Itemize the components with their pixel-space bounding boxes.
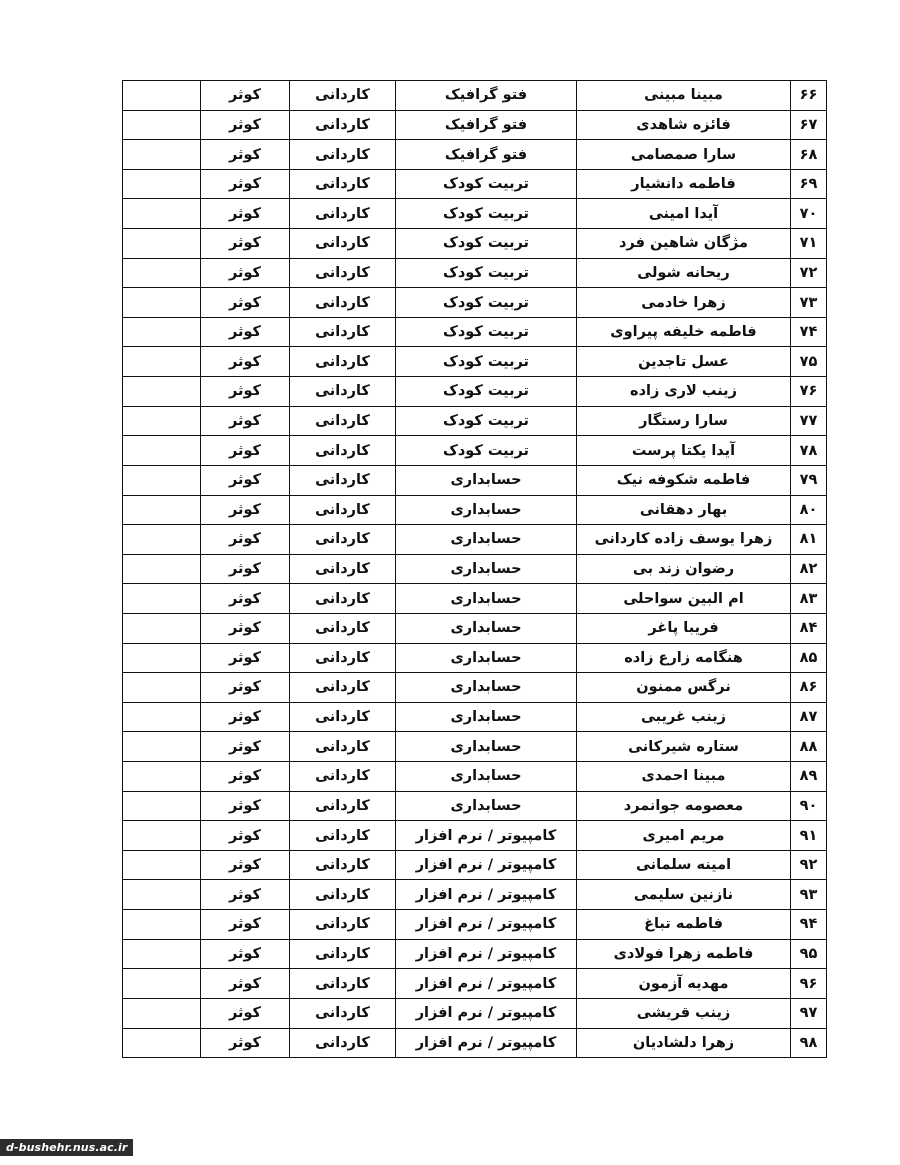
table-row [123, 732, 827, 762]
degree-cell: کاردانی [290, 317, 396, 347]
row-number-cell: ۸۳ [791, 584, 827, 614]
campus-cell: کوثر [201, 140, 290, 170]
student-name-cell: ستاره شیرکانی [577, 732, 791, 762]
empty-cell [123, 643, 201, 673]
table-row [123, 140, 827, 170]
student-name-cell: فاطمه شکوفه نیک [577, 465, 791, 495]
field-of-study-cell: حسابداری [396, 465, 577, 495]
student-name-cell: معصومه جوانمرد [577, 791, 791, 821]
field-of-study-cell: تربیت کودک [396, 258, 577, 288]
table-row [123, 229, 827, 259]
table-row [123, 584, 827, 614]
empty-cell [123, 229, 201, 259]
student-name-cell: سارا رستگار [577, 406, 791, 436]
empty-cell [123, 1028, 201, 1058]
student-name-cell: فریبا پاغر [577, 613, 791, 643]
table-row [123, 81, 827, 111]
row-number-cell: ۶۹ [791, 169, 827, 199]
degree-cell: کاردانی [290, 850, 396, 880]
campus-cell: کوثر [201, 762, 290, 792]
empty-cell [123, 81, 201, 111]
field-of-study-cell: تربیت کودک [396, 406, 577, 436]
field-of-study-cell: حسابداری [396, 673, 577, 703]
empty-cell [123, 288, 201, 318]
campus-cell: کوثر [201, 288, 290, 318]
field-of-study-cell: حسابداری [396, 554, 577, 584]
student-name-cell: آیدا یکتا پرست [577, 436, 791, 466]
campus-cell: کوثر [201, 229, 290, 259]
campus-cell: کوثر [201, 998, 290, 1028]
campus-cell: کوثر [201, 880, 290, 910]
table-row [123, 169, 827, 199]
row-number-cell: ۹۰ [791, 791, 827, 821]
degree-cell: کاردانی [290, 762, 396, 792]
degree-cell: کاردانی [290, 288, 396, 318]
student-name-cell: فاطمه خلیفه پیراوی [577, 317, 791, 347]
field-of-study-cell: حسابداری [396, 702, 577, 732]
student-name-cell: مبینا مبینی [577, 81, 791, 111]
student-name-cell: عسل تاجدین [577, 347, 791, 377]
field-of-study-cell: کامپیوتر / نرم افزار [396, 821, 577, 851]
field-of-study-cell: حسابداری [396, 584, 577, 614]
table-row [123, 406, 827, 436]
empty-cell [123, 910, 201, 940]
table-row [123, 436, 827, 466]
field-of-study-cell: کامپیوتر / نرم افزار [396, 1028, 577, 1058]
site-watermark: d-bushehr.nus.ac.ir [0, 1139, 133, 1156]
row-number-cell: ۸۸ [791, 732, 827, 762]
empty-cell [123, 939, 201, 969]
table-row [123, 288, 827, 318]
table-row [123, 791, 827, 821]
row-number-cell: ۷۷ [791, 406, 827, 436]
empty-cell [123, 258, 201, 288]
row-number-cell: ۹۸ [791, 1028, 827, 1058]
row-number-cell: ۷۰ [791, 199, 827, 229]
degree-cell: کاردانی [290, 998, 396, 1028]
table-row [123, 258, 827, 288]
campus-cell: کوثر [201, 525, 290, 555]
student-name-cell: فاطمه دانشیار [577, 169, 791, 199]
table-row [123, 939, 827, 969]
table-row [123, 1028, 827, 1058]
campus-cell: کوثر [201, 436, 290, 466]
field-of-study-cell: فتو گرافیک [396, 110, 577, 140]
row-number-cell: ۷۳ [791, 288, 827, 318]
row-number-cell: ۷۶ [791, 377, 827, 407]
campus-cell: کوثر [201, 495, 290, 525]
empty-cell [123, 347, 201, 377]
field-of-study-cell: تربیت کودک [396, 229, 577, 259]
field-of-study-cell: حسابداری [396, 495, 577, 525]
degree-cell: کاردانی [290, 347, 396, 377]
degree-cell: کاردانی [290, 702, 396, 732]
campus-cell: کوثر [201, 969, 290, 999]
student-list-body [123, 81, 827, 1058]
degree-cell: کاردانی [290, 199, 396, 229]
student-name-cell: زهرا یوسف زاده کاردانی [577, 525, 791, 555]
degree-cell: کاردانی [290, 436, 396, 466]
degree-cell: کاردانی [290, 110, 396, 140]
campus-cell: کوثر [201, 643, 290, 673]
campus-cell: کوثر [201, 110, 290, 140]
campus-cell: کوثر [201, 732, 290, 762]
campus-cell: کوثر [201, 791, 290, 821]
field-of-study-cell: تربیت کودک [396, 436, 577, 466]
empty-cell [123, 702, 201, 732]
degree-cell: کاردانی [290, 465, 396, 495]
degree-cell: کاردانی [290, 821, 396, 851]
campus-cell: کوثر [201, 317, 290, 347]
campus-cell: کوثر [201, 702, 290, 732]
empty-cell [123, 377, 201, 407]
row-number-cell: ۸۷ [791, 702, 827, 732]
row-number-cell: ۶۷ [791, 110, 827, 140]
field-of-study-cell: فتو گرافیک [396, 81, 577, 111]
student-name-cell: سارا صمصامی [577, 140, 791, 170]
student-name-cell: زینب غریبی [577, 702, 791, 732]
row-number-cell: ۹۴ [791, 910, 827, 940]
row-number-cell: ۸۵ [791, 643, 827, 673]
student-name-cell: رضوان زند بی [577, 554, 791, 584]
empty-cell [123, 495, 201, 525]
row-number-cell: ۹۱ [791, 821, 827, 851]
student-name-cell: نرگس ممنون [577, 673, 791, 703]
field-of-study-cell: کامپیوتر / نرم افزار [396, 880, 577, 910]
student-name-cell: فائزه شاهدی [577, 110, 791, 140]
row-number-cell: ۸۴ [791, 613, 827, 643]
student-name-cell: فاطمه زهرا فولادی [577, 939, 791, 969]
table-row [123, 643, 827, 673]
field-of-study-cell: تربیت کودک [396, 169, 577, 199]
field-of-study-cell: تربیت کودک [396, 347, 577, 377]
table-row [123, 347, 827, 377]
empty-cell [123, 791, 201, 821]
row-number-cell: ۶۸ [791, 140, 827, 170]
degree-cell: کاردانی [290, 673, 396, 703]
field-of-study-cell: حسابداری [396, 643, 577, 673]
field-of-study-cell: تربیت کودک [396, 317, 577, 347]
student-name-cell: زینب لاری زاده [577, 377, 791, 407]
empty-cell [123, 584, 201, 614]
table-row [123, 317, 827, 347]
table-row [123, 525, 827, 555]
empty-cell [123, 465, 201, 495]
degree-cell: کاردانی [290, 377, 396, 407]
empty-cell [123, 169, 201, 199]
degree-cell: کاردانی [290, 791, 396, 821]
empty-cell [123, 525, 201, 555]
empty-cell [123, 406, 201, 436]
campus-cell: کوثر [201, 81, 290, 111]
degree-cell: کاردانی [290, 584, 396, 614]
row-number-cell: ۹۵ [791, 939, 827, 969]
table-row [123, 969, 827, 999]
row-number-cell: ۷۴ [791, 317, 827, 347]
degree-cell: کاردانی [290, 969, 396, 999]
field-of-study-cell: حسابداری [396, 762, 577, 792]
row-number-cell: ۸۰ [791, 495, 827, 525]
degree-cell: کاردانی [290, 495, 396, 525]
student-name-cell: ریحانه شولی [577, 258, 791, 288]
student-name-cell: هنگامه زارع زاده [577, 643, 791, 673]
degree-cell: کاردانی [290, 140, 396, 170]
degree-cell: کاردانی [290, 1028, 396, 1058]
student-name-cell: زهرا دلشادیان [577, 1028, 791, 1058]
campus-cell: کوثر [201, 584, 290, 614]
campus-cell: کوثر [201, 1028, 290, 1058]
table-row [123, 762, 827, 792]
student-name-cell: فاطمه تباغ [577, 910, 791, 940]
row-number-cell: ۷۸ [791, 436, 827, 466]
campus-cell: کوثر [201, 850, 290, 880]
row-number-cell: ۷۱ [791, 229, 827, 259]
field-of-study-cell: فتو گرافیک [396, 140, 577, 170]
row-number-cell: ۹۶ [791, 969, 827, 999]
empty-cell [123, 110, 201, 140]
student-name-cell: نازنین سلیمی [577, 880, 791, 910]
empty-cell [123, 762, 201, 792]
row-number-cell: ۹۳ [791, 880, 827, 910]
table-row [123, 998, 827, 1028]
field-of-study-cell: کامپیوتر / نرم افزار [396, 969, 577, 999]
campus-cell: کوثر [201, 673, 290, 703]
degree-cell: کاردانی [290, 81, 396, 111]
table-row [123, 880, 827, 910]
row-number-cell: ۷۵ [791, 347, 827, 377]
degree-cell: کاردانی [290, 880, 396, 910]
table-row [123, 910, 827, 940]
table-row [123, 377, 827, 407]
empty-cell [123, 554, 201, 584]
field-of-study-cell: حسابداری [396, 613, 577, 643]
empty-cell [123, 613, 201, 643]
student-name-cell: مژگان شاهین فرد [577, 229, 791, 259]
empty-cell [123, 969, 201, 999]
degree-cell: کاردانی [290, 169, 396, 199]
degree-cell: کاردانی [290, 554, 396, 584]
field-of-study-cell: حسابداری [396, 732, 577, 762]
table-row [123, 199, 827, 229]
field-of-study-cell: تربیت کودک [396, 377, 577, 407]
empty-cell [123, 998, 201, 1028]
row-number-cell: ۸۶ [791, 673, 827, 703]
empty-cell [123, 673, 201, 703]
row-number-cell: ۸۱ [791, 525, 827, 555]
campus-cell: کوثر [201, 377, 290, 407]
row-number-cell: ۸۹ [791, 762, 827, 792]
row-number-cell: ۹۷ [791, 998, 827, 1028]
campus-cell: کوثر [201, 199, 290, 229]
empty-cell [123, 732, 201, 762]
campus-cell: کوثر [201, 258, 290, 288]
degree-cell: کاردانی [290, 939, 396, 969]
field-of-study-cell: تربیت کودک [396, 288, 577, 318]
table-row [123, 702, 827, 732]
student-name-cell: مبینا احمدی [577, 762, 791, 792]
empty-cell [123, 850, 201, 880]
field-of-study-cell: کامپیوتر / نرم افزار [396, 998, 577, 1028]
campus-cell: کوثر [201, 613, 290, 643]
degree-cell: کاردانی [290, 732, 396, 762]
field-of-study-cell: حسابداری [396, 791, 577, 821]
table-row [123, 110, 827, 140]
student-list-table [122, 80, 827, 1058]
table-row [123, 673, 827, 703]
empty-cell [123, 880, 201, 910]
field-of-study-cell: کامپیوتر / نرم افزار [396, 850, 577, 880]
row-number-cell: ۷۲ [791, 258, 827, 288]
field-of-study-cell: تربیت کودک [396, 199, 577, 229]
campus-cell: کوثر [201, 554, 290, 584]
campus-cell: کوثر [201, 169, 290, 199]
degree-cell: کاردانی [290, 229, 396, 259]
empty-cell [123, 436, 201, 466]
campus-cell: کوثر [201, 465, 290, 495]
student-name-cell: مهدیه آزمون [577, 969, 791, 999]
degree-cell: کاردانی [290, 910, 396, 940]
row-number-cell: ۹۲ [791, 850, 827, 880]
degree-cell: کاردانی [290, 258, 396, 288]
empty-cell [123, 140, 201, 170]
table-row [123, 495, 827, 525]
table-row [123, 465, 827, 495]
table-row [123, 613, 827, 643]
student-name-cell: آیدا امینی [577, 199, 791, 229]
table-row [123, 850, 827, 880]
degree-cell: کاردانی [290, 613, 396, 643]
table-row [123, 554, 827, 584]
row-number-cell: ۷۹ [791, 465, 827, 495]
student-name-cell: زینب قریشی [577, 998, 791, 1028]
campus-cell: کوثر [201, 939, 290, 969]
student-name-cell: بهار دهقانی [577, 495, 791, 525]
student-name-cell: ام البین سواحلی [577, 584, 791, 614]
row-number-cell: ۸۲ [791, 554, 827, 584]
degree-cell: کاردانی [290, 643, 396, 673]
empty-cell [123, 199, 201, 229]
degree-cell: کاردانی [290, 406, 396, 436]
campus-cell: کوثر [201, 347, 290, 377]
campus-cell: کوثر [201, 910, 290, 940]
empty-cell [123, 821, 201, 851]
field-of-study-cell: کامپیوتر / نرم افزار [396, 939, 577, 969]
field-of-study-cell: کامپیوتر / نرم افزار [396, 910, 577, 940]
campus-cell: کوثر [201, 821, 290, 851]
field-of-study-cell: حسابداری [396, 525, 577, 555]
row-number-cell: ۶۶ [791, 81, 827, 111]
student-name-cell: امینه سلمانی [577, 850, 791, 880]
degree-cell: کاردانی [290, 525, 396, 555]
empty-cell [123, 317, 201, 347]
campus-cell: کوثر [201, 406, 290, 436]
table-row [123, 821, 827, 851]
student-name-cell: زهرا خادمی [577, 288, 791, 318]
student-name-cell: مریم امیری [577, 821, 791, 851]
